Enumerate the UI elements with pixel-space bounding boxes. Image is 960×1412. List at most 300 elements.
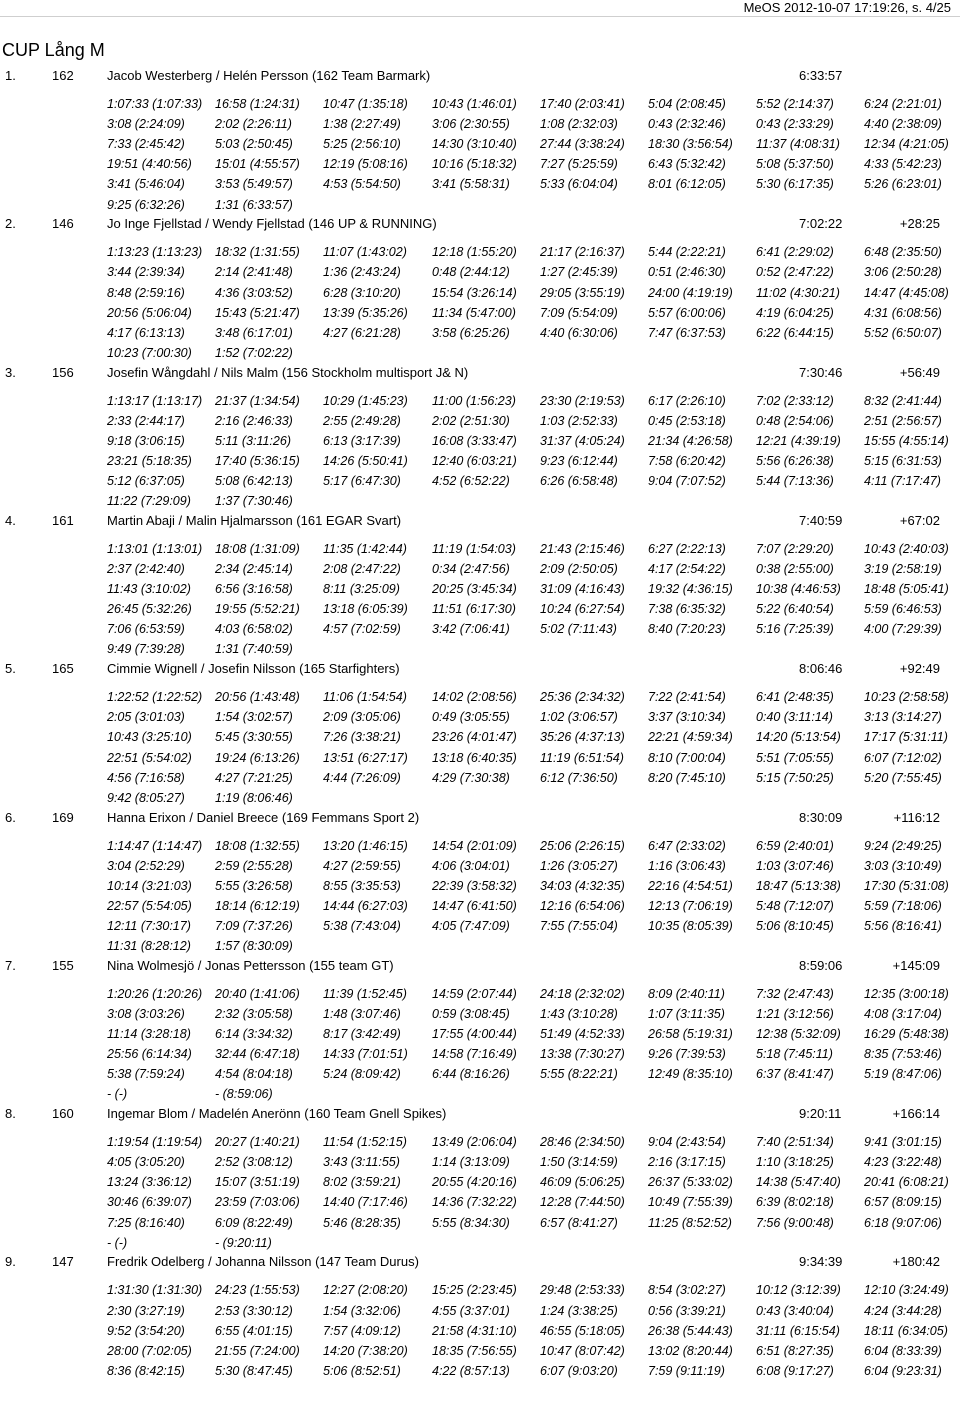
split-time: 11:22 (7:29:09) <box>107 494 191 509</box>
split-time: 5:44 (7:13:36) <box>756 474 834 488</box>
split-time: 6:48 (2:35:50) <box>864 245 942 260</box>
split-time: 5:06 (8:52:51) <box>323 1363 401 1378</box>
split-time: 3:48 (6:17:01) <box>215 325 293 340</box>
split-time: 9:04 (2:43:54) <box>648 1135 726 1150</box>
split-time: 3:06 (2:30:55) <box>432 117 510 132</box>
split-time: 2:30 (3:27:19) <box>107 1303 185 1318</box>
split-time: 5:22 (6:40:54) <box>756 602 834 617</box>
split-time: 19:32 (4:36:15) <box>648 582 733 597</box>
split-time: 25:56 (6:14:34) <box>107 1047 192 1062</box>
split-time: 0:52 (2:47:22) <box>756 265 834 280</box>
split-time: 16:29 (5:48:38) <box>864 1027 949 1041</box>
split-time: 0:48 (2:54:06) <box>756 413 834 428</box>
result-total-time: 7:30:46 <box>799 364 843 380</box>
split-time: 24:00 (4:19:19) <box>648 285 733 300</box>
split-time: 9:41 (3:01:15) <box>864 1135 942 1150</box>
split-time: 0:51 (2:46:30) <box>648 265 726 280</box>
result-time-diff: +67:02 <box>899 512 940 528</box>
split-time: 7:56 (9:00:48) <box>756 1215 834 1230</box>
split-time: 2:02 (2:26:11) <box>215 117 292 132</box>
result-total-time: 8:30:09 <box>799 809 843 825</box>
split-time: 8:54 (3:02:27) <box>648 1283 726 1298</box>
split-time: 8:10 (7:00:04) <box>648 750 726 765</box>
split-time: 14:30 (3:10:40) <box>432 137 517 152</box>
split-time: 5:25 (2:56:10) <box>323 137 401 152</box>
split-time: 7:06 (6:53:59) <box>107 622 185 637</box>
split-time: 2:08 (2:47:22) <box>323 562 401 576</box>
result-team-name: Jacob Westerberg / Helén Persson (162 Team Barmark) <box>107 68 431 83</box>
split-time: 11:07 (1:43:02) <box>323 245 407 260</box>
result-bib: 161 <box>52 512 74 528</box>
split-time: 4:27 (2:59:55) <box>323 858 401 873</box>
split-time: 14:33 (7:01:51) <box>323 1047 408 1062</box>
split-time: 6:56 (3:16:58) <box>215 582 293 597</box>
split-time: 2:59 (2:55:28) <box>215 858 293 873</box>
split-time: 28:00 (7:02:05) <box>107 1343 192 1358</box>
split-time: 46:55 (5:18:05) <box>540 1323 625 1338</box>
split-time: 6:04 (8:33:39) <box>864 1343 942 1358</box>
split-time: 15:54 (3:26:14) <box>432 285 517 300</box>
split-time: 18:48 (5:05:41) <box>864 582 949 597</box>
split-time: 14:58 (7:16:49) <box>432 1047 517 1062</box>
split-time: 4:36 (3:03:52) <box>215 285 293 300</box>
result-total-time: 6:33:57 <box>799 68 843 83</box>
result-bib: 160 <box>52 1106 74 1122</box>
split-time: 6:37 (8:41:47) <box>756 1067 834 1082</box>
split-time: - (8:59:06) <box>215 1087 273 1102</box>
result-bib: 165 <box>52 661 74 677</box>
split-time: 7:58 (6:20:42) <box>648 453 726 468</box>
split-time: 7:40 (2:51:34) <box>756 1135 834 1150</box>
split-time: 26:58 (5:19:31) <box>648 1027 733 1041</box>
split-time: 5:38 (7:59:24) <box>107 1067 185 1082</box>
split-time: 19:24 (6:13:26) <box>215 750 300 765</box>
split-time: 12:40 (6:03:21) <box>432 453 517 468</box>
split-time: 13:18 (6:40:35) <box>432 750 517 765</box>
result-team-name: Nina Wolmesjö / Jonas Pettersson (155 team GT) <box>107 957 394 973</box>
split-time: 11:06 (1:54:54) <box>323 690 407 705</box>
split-time: 12:13 (7:06:19) <box>648 898 733 913</box>
split-time: 6:41 (2:29:02) <box>756 245 834 260</box>
split-time: 10:43 (3:25:10) <box>107 730 192 745</box>
split-time: 8:01 (6:12:05) <box>648 177 726 192</box>
split-time: 6:14 (3:34:32) <box>215 1027 293 1041</box>
split-time: 1:13:17 (1:13:17) <box>107 393 203 408</box>
split-time: 31:09 (4:16:43) <box>540 582 625 597</box>
split-time: 13:51 (6:27:17) <box>323 750 408 765</box>
split-time: 18:08 (1:31:09) <box>215 541 300 556</box>
split-time: 21:55 (7:24:00) <box>215 1343 300 1358</box>
split-time: 1:03 (2:52:33) <box>540 413 618 428</box>
result-place: 9. <box>5 1254 16 1270</box>
split-time: 0:56 (3:39:21) <box>648 1303 726 1318</box>
split-time: 3:08 (3:03:26) <box>107 1006 185 1021</box>
split-time: 10:12 (3:12:39) <box>756 1283 841 1298</box>
split-time: 2:33 (2:44:17) <box>107 413 185 428</box>
split-time: 4:27 (6:21:28) <box>323 325 401 340</box>
split-time: 4:11 (7:17:47) <box>864 474 941 488</box>
split-time: 2:53 (3:30:12) <box>215 1303 293 1318</box>
split-time: - (-) <box>107 1087 128 1102</box>
split-time: 9:18 (3:06:15) <box>107 433 185 448</box>
split-time: 6:47 (2:33:02) <box>648 838 726 853</box>
split-time: 8:55 (3:35:53) <box>323 878 401 893</box>
split-time: - (-) <box>107 1235 128 1250</box>
split-time: 0:43 (3:40:04) <box>756 1303 834 1318</box>
result-time-diff: +92:49 <box>899 661 940 677</box>
result-time-diff: +28:25 <box>899 216 940 232</box>
split-time: 12:10 (3:24:49) <box>864 1283 949 1298</box>
result-time-diff: +116:12 <box>893 809 940 825</box>
split-time: 15:01 (4:55:57) <box>215 157 300 172</box>
result-time-diff: +180:42 <box>892 1254 940 1270</box>
split-time: 4:44 (7:26:09) <box>323 770 401 785</box>
split-time: 3:04 (2:52:29) <box>107 858 185 873</box>
split-time: 2:16 (3:17:15) <box>648 1155 726 1170</box>
split-time: 4:17 (6:13:13) <box>107 325 185 340</box>
split-time: 22:51 (5:54:02) <box>107 750 192 765</box>
split-time: 13:02 (8:20:44) <box>648 1343 733 1358</box>
split-time: 2:34 (2:45:14) <box>215 562 293 576</box>
split-time: 3:42 (7:06:41) <box>432 622 510 637</box>
split-time: 13:20 (1:46:15) <box>323 838 408 853</box>
split-time: 13:49 (2:06:04) <box>432 1135 517 1150</box>
split-time: 3:06 (2:50:28) <box>864 265 942 280</box>
split-time: 0:40 (3:11:14) <box>756 710 833 725</box>
split-time: 29:05 (3:55:19) <box>540 285 625 300</box>
split-time: 4:55 (3:37:01) <box>432 1303 510 1318</box>
split-time: 14:44 (6:27:03) <box>323 898 408 913</box>
split-time: 20:25 (3:45:34) <box>432 582 517 597</box>
split-time: 11:31 (8:28:12) <box>107 939 191 953</box>
split-time: 12:16 (6:54:06) <box>540 898 625 913</box>
split-time: 5:04 (2:08:45) <box>648 97 726 111</box>
split-time: 35:26 (4:37:13) <box>540 730 625 745</box>
split-time: 21:58 (4:31:10) <box>432 1323 517 1338</box>
split-time: 4:03 (6:58:02) <box>215 622 293 637</box>
split-time: 14:47 (4:45:08) <box>864 285 949 300</box>
split-time: 24:18 (2:32:02) <box>540 986 625 1001</box>
split-time: 10:47 (8:07:42) <box>540 1343 625 1358</box>
split-time: 17:40 (5:36:15) <box>215 453 300 468</box>
split-time: 11:54 (1:52:15) <box>323 1135 407 1150</box>
split-time: 5:59 (6:46:53) <box>864 602 942 617</box>
split-time: 22:16 (4:54:51) <box>648 878 733 893</box>
result-place: 1. <box>5 68 16 83</box>
split-time: 2:09 (3:05:06) <box>323 710 401 725</box>
split-time: 5:08 (5:37:50) <box>756 157 834 172</box>
split-time: 1:13:23 (1:13:23) <box>107 245 203 260</box>
split-time: 1:19:54 (1:19:54) <box>107 1135 203 1150</box>
split-time: 14:47 (6:41:50) <box>432 898 517 913</box>
split-time: 10:14 (3:21:03) <box>107 878 192 893</box>
result-bib: 162 <box>52 68 74 83</box>
split-time: 24:23 (1:55:53) <box>215 1283 300 1298</box>
split-time: 4:06 (3:04:01) <box>432 858 510 873</box>
split-time: 5:15 (7:50:25) <box>756 770 834 785</box>
split-time: 8:20 (7:45:10) <box>648 770 726 785</box>
result-bib: 169 <box>52 809 74 825</box>
split-time: 2:16 (2:46:33) <box>215 413 293 428</box>
split-time: 18:08 (1:32:55) <box>215 838 300 853</box>
split-time: 14:54 (2:01:09) <box>432 838 517 853</box>
split-time: 18:11 (6:34:05) <box>864 1323 948 1338</box>
split-time: 6:43 (5:32:42) <box>648 157 726 172</box>
split-time: 4:40 (6:30:06) <box>540 325 618 340</box>
split-time: 14:26 (5:50:41) <box>323 453 408 468</box>
split-time: 17:17 (5:31:11) <box>864 730 948 745</box>
split-time: 4:17 (2:54:22) <box>648 562 726 576</box>
result-bib: 146 <box>52 216 74 232</box>
split-time: 11:25 (8:52:52) <box>648 1215 732 1230</box>
result-time-diff: +56:49 <box>899 364 940 380</box>
split-time: 5:56 (6:26:38) <box>756 453 834 468</box>
split-time: 7:22 (2:41:54) <box>648 690 726 705</box>
split-time: 4:23 (3:22:48) <box>864 1155 942 1170</box>
split-time: 21:17 (2:16:37) <box>540 245 625 260</box>
split-time: 10:43 (2:40:03) <box>864 541 949 556</box>
split-time: 11:00 (1:56:23) <box>432 393 516 408</box>
split-time: 3:37 (3:10:34) <box>648 710 726 725</box>
split-time: 6:57 (8:09:15) <box>864 1195 942 1210</box>
split-time: 5:44 (2:22:21) <box>648 245 726 260</box>
split-time: 8:09 (2:40:11) <box>648 986 725 1001</box>
split-time: 1:20:26 (1:20:26) <box>107 986 203 1001</box>
split-time: 9:23 (6:12:44) <box>540 453 618 468</box>
split-time: 23:30 (2:19:53) <box>540 393 625 408</box>
split-time: 9:42 (8:05:27) <box>107 790 185 805</box>
split-time: 5:52 (6:50:07) <box>864 325 942 340</box>
split-time: 5:55 (8:22:21) <box>540 1067 618 1082</box>
split-time: 3:08 (2:24:09) <box>107 117 185 132</box>
split-time: 1:26 (3:05:27) <box>540 858 618 873</box>
split-time: 11:34 (5:47:00) <box>432 305 516 320</box>
split-time: 8:32 (2:41:44) <box>864 393 942 408</box>
split-time: 5:17 (6:47:30) <box>323 474 401 488</box>
split-time: 3:58 (6:25:26) <box>432 325 510 340</box>
split-time: 20:41 (6:08:21) <box>864 1175 949 1190</box>
split-time: 12:28 (7:44:50) <box>540 1195 625 1210</box>
split-time: 6:41 (2:48:35) <box>756 690 834 705</box>
split-time: 1:21 (3:12:56) <box>756 1006 834 1021</box>
split-time: 10:23 (2:58:58) <box>864 690 949 705</box>
split-time: 25:36 (2:34:32) <box>540 690 625 705</box>
split-time: 2:32 (3:05:58) <box>215 1006 293 1021</box>
split-time: 20:55 (4:20:16) <box>432 1175 517 1190</box>
split-time: 5:46 (8:28:35) <box>323 1215 401 1230</box>
split-time: 12:34 (4:21:05) <box>864 137 949 152</box>
split-time: 1:08 (2:32:03) <box>540 117 618 132</box>
split-time: 1:36 (2:43:24) <box>323 265 401 280</box>
split-time: 3:19 (2:58:19) <box>864 562 942 576</box>
split-time: 6:09 (8:22:49) <box>215 1215 293 1230</box>
split-time: 0:38 (2:55:00) <box>756 562 834 576</box>
split-time: 15:25 (2:23:45) <box>432 1283 517 1298</box>
split-time: 6:17 (2:26:10) <box>648 393 726 408</box>
split-time: 3:41 (5:58:31) <box>432 177 510 192</box>
split-time: 4:05 (7:47:09) <box>432 918 510 933</box>
split-time: 11:39 (1:52:45) <box>323 986 407 1001</box>
split-time: 13:39 (5:35:26) <box>323 305 408 320</box>
split-time: 1:54 (3:02:57) <box>215 710 293 725</box>
split-time: 4:33 (5:42:23) <box>864 157 942 172</box>
split-time: 12:49 (8:35:10) <box>648 1067 733 1082</box>
split-time: 9:52 (3:54:20) <box>107 1323 185 1338</box>
split-time: 0:43 (2:33:29) <box>756 117 834 132</box>
split-time: 17:30 (5:31:08) <box>864 878 949 893</box>
split-time: 7:09 (5:54:09) <box>540 305 618 320</box>
split-time: 29:48 (2:53:33) <box>540 1283 625 1298</box>
split-time: 25:06 (2:26:15) <box>540 838 625 853</box>
split-time: 1:14:47 (1:14:47) <box>107 838 203 853</box>
split-time: 6:08 (9:17:27) <box>756 1363 834 1378</box>
split-time: 5:06 (8:10:45) <box>756 918 834 933</box>
split-time: 15:43 (5:21:47) <box>215 305 300 320</box>
split-time: 1:19 (8:06:46) <box>215 790 293 805</box>
split-time: 2:52 (3:08:12) <box>215 1155 293 1170</box>
split-time: 14:20 (7:38:20) <box>323 1343 408 1358</box>
split-time: 26:45 (5:32:26) <box>107 602 192 617</box>
split-time: 18:30 (3:56:54) <box>648 137 733 152</box>
split-time: 18:32 (1:31:55) <box>215 245 300 260</box>
result-team-name: Hanna Erixon / Daniel Breece (169 Femmans Sport 2) <box>107 809 420 825</box>
split-time: 6:07 (9:03:20) <box>540 1363 618 1378</box>
split-time: 16:58 (1:24:31) <box>215 97 300 111</box>
result-place: 6. <box>5 809 16 825</box>
split-time: 9:24 (2:49:25) <box>864 838 942 853</box>
split-time: 11:19 (1:54:03) <box>432 541 516 556</box>
split-time: 1:31 (7:40:59) <box>215 642 293 657</box>
split-time: 2:09 (2:50:05) <box>540 562 618 576</box>
split-time: 8:02 (3:59:21) <box>323 1175 401 1190</box>
split-time: 12:18 (1:55:20) <box>432 245 517 260</box>
split-time: 2:51 (2:56:57) <box>864 413 942 428</box>
split-time: 10:47 (1:35:18) <box>323 97 408 111</box>
split-time: 0:45 (2:53:18) <box>648 413 726 428</box>
split-time: 11:37 (4:08:31) <box>756 137 840 152</box>
split-time: 23:59 (7:03:06) <box>215 1195 300 1210</box>
split-time: 10:43 (1:46:01) <box>432 97 517 111</box>
result-time-diff: +166:14 <box>892 1106 940 1122</box>
split-time: 22:57 (5:54:05) <box>107 898 192 913</box>
split-time: 27:44 (3:38:24) <box>540 137 625 152</box>
split-time: 7:47 (6:37:53) <box>648 325 726 340</box>
split-time: 1:52 (7:02:22) <box>215 345 293 360</box>
split-time: 6:26 (6:58:48) <box>540 474 618 488</box>
result-time-diff: +145:09 <box>892 957 940 973</box>
split-time: 1:43 (3:10:28) <box>540 1006 618 1021</box>
split-time: 8:11 (3:25:09) <box>323 582 400 597</box>
result-total-time: 7:02:22 <box>799 216 843 232</box>
split-time: 5:08 (6:42:13) <box>215 474 293 488</box>
split-time: 14:20 (5:13:54) <box>756 730 841 745</box>
split-time: 1:13:01 (1:13:01) <box>107 541 203 556</box>
split-time: 5:55 (3:26:58) <box>215 878 293 893</box>
split-time: - (9:20:11) <box>215 1235 272 1250</box>
split-time: 0:59 (3:08:45) <box>432 1006 510 1021</box>
split-time: 5:45 (3:30:55) <box>215 730 293 745</box>
split-time: 7:27 (5:25:59) <box>540 157 618 172</box>
split-time: 3:41 (5:46:04) <box>107 177 185 192</box>
split-time: 22:39 (3:58:32) <box>432 878 517 893</box>
split-time: 15:55 (4:55:14) <box>864 433 949 448</box>
split-time: 12:35 (3:00:18) <box>864 986 949 1001</box>
split-time: 1:54 (3:32:06) <box>323 1303 401 1318</box>
split-time: 11:51 (6:17:30) <box>432 602 516 617</box>
result-team-name: Cimmie Wignell / Josefin Nilsson (165 Starfighters) <box>107 661 400 677</box>
result-team-name: Martin Abaji / Malin Hjalmarsson (161 EGAR Svart) <box>107 512 402 528</box>
split-time: 5:03 (2:50:45) <box>215 137 293 152</box>
split-time: 9:26 (7:39:53) <box>648 1047 726 1062</box>
split-time: 6:59 (2:40:01) <box>756 838 834 853</box>
split-time: 17:55 (4:00:44) <box>432 1027 517 1041</box>
split-time: 5:24 (8:09:42) <box>323 1067 401 1082</box>
split-time: 6:55 (4:01:15) <box>215 1323 293 1338</box>
split-time: 14:36 (7:32:22) <box>432 1195 517 1210</box>
split-time: 6:22 (6:44:15) <box>756 325 834 340</box>
split-time: 11:43 (3:10:02) <box>107 582 191 597</box>
split-time: 11:35 (1:42:44) <box>323 541 407 556</box>
split-time: 4:52 (6:52:22) <box>432 474 510 488</box>
split-time: 5:56 (8:16:41) <box>864 918 942 933</box>
split-time: 5:51 (7:05:55) <box>756 750 834 765</box>
split-time: 2:55 (2:49:28) <box>323 413 401 428</box>
split-time: 7:32 (2:47:43) <box>756 986 834 1001</box>
split-time: 1:03 (3:07:46) <box>756 858 834 873</box>
split-time: 4:00 (7:29:39) <box>864 622 942 637</box>
split-time: 18:47 (5:13:38) <box>756 878 841 893</box>
split-time: 8:36 (8:42:15) <box>107 1363 185 1378</box>
split-time: 4:56 (7:16:58) <box>107 770 185 785</box>
split-time: 19:55 (5:52:21) <box>215 602 300 617</box>
split-time: 4:29 (7:30:38) <box>432 770 510 785</box>
split-time: 6:18 (9:07:06) <box>864 1215 942 1230</box>
split-time: 32:44 (6:47:18) <box>215 1047 300 1062</box>
split-time: 20:56 (5:06:04) <box>107 305 192 320</box>
result-bib: 147 <box>52 1254 74 1270</box>
split-time: 21:37 (1:34:54) <box>215 393 300 408</box>
split-time: 20:40 (1:41:06) <box>215 986 300 1001</box>
split-time: 10:24 (6:27:54) <box>540 602 625 617</box>
split-time: 11:02 (4:30:21) <box>756 285 840 300</box>
split-time: 21:34 (4:26:58) <box>648 433 733 448</box>
split-time: 0:43 (2:32:46) <box>648 117 726 132</box>
split-time: 22:21 (4:59:34) <box>648 730 733 745</box>
split-time: 10:16 (5:18:32) <box>432 157 517 172</box>
split-time: 7:38 (6:35:32) <box>648 602 726 617</box>
split-time: 5:55 (8:34:30) <box>432 1215 510 1230</box>
split-time: 4:22 (8:57:13) <box>432 1363 510 1378</box>
split-time: 7:25 (8:16:40) <box>107 1215 185 1230</box>
split-time: 9:25 (6:32:26) <box>107 197 185 212</box>
split-time: 5:15 (6:31:53) <box>864 453 942 468</box>
result-bib: 155 <box>52 957 74 973</box>
result-place: 4. <box>5 512 16 528</box>
split-time: 1:50 (3:14:59) <box>540 1155 618 1170</box>
report-meta: MeOS 2012-10-07 17:19:26, s. 4/25 <box>743 0 951 15</box>
split-time: 12:38 (5:32:09) <box>756 1027 841 1041</box>
split-time: 1:02 (3:06:57) <box>540 710 618 725</box>
split-time: 3:03 (3:10:49) <box>864 858 942 873</box>
split-time: 8:35 (7:53:46) <box>864 1047 942 1062</box>
split-time: 5:02 (7:11:43) <box>540 622 617 637</box>
split-time: 6:12 (7:36:50) <box>540 770 618 785</box>
result-total-time: 8:59:06 <box>799 957 843 973</box>
split-time: 4:27 (7:21:25) <box>215 770 293 785</box>
split-time: 5:11 (3:11:26) <box>215 433 291 448</box>
split-time: 4:54 (8:04:18) <box>215 1067 293 1082</box>
split-time: 5:57 (6:00:06) <box>648 305 726 320</box>
